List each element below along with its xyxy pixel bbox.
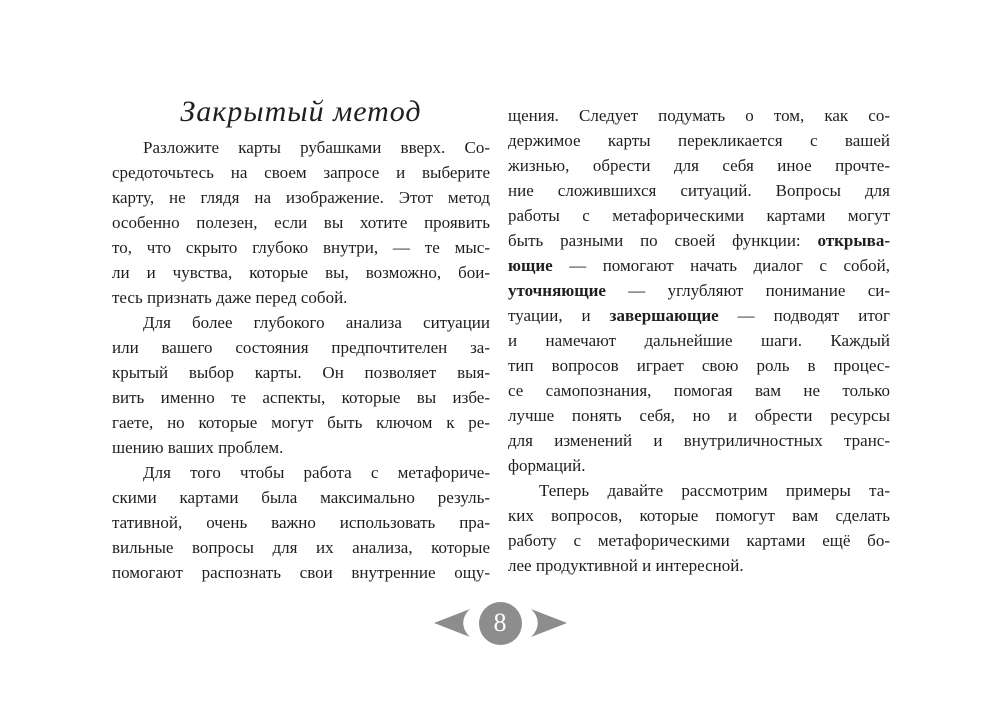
text-line: или вашего состояния предпочтителен за-: [112, 338, 490, 357]
text-line: се самопознания, помогая вам не только: [508, 381, 890, 400]
text-line: быть разными по своей функции: открыва-: [508, 231, 890, 250]
text-line: тативной, очень важно использовать пра-: [112, 513, 490, 532]
paragraph: [508, 478, 890, 578]
text-line: и намечают дальнейшие шаги. Каждый: [508, 331, 890, 350]
text-line: Для более глубокого анализа ситуации: [143, 313, 490, 332]
paragraph: [112, 135, 490, 310]
text-line: лучше понять себя, но и обрести ресурсы: [508, 406, 890, 425]
text-line: работу с метафорическими картами ещё бо-: [508, 531, 890, 550]
text-line: Теперь давайте рассмотрим примеры та-: [539, 481, 890, 500]
text-line: вильные вопросы для их анализа, которые: [112, 538, 490, 557]
text-line: Для того чтобы работа с метафориче-: [143, 463, 490, 482]
text-line: тип вопросов играет свою роль в процес-: [508, 356, 890, 375]
text-line: для изменений и внутриличностных транс-: [508, 431, 890, 450]
text-line: помогают распознать свои внутренние ощу-: [112, 563, 490, 582]
text-line: скими картами была максимально резуль-: [112, 488, 490, 507]
prev-page-button[interactable]: [434, 609, 470, 637]
page-number-badge: [479, 602, 522, 645]
left-column: [112, 92, 490, 585]
text-line: ких вопросов, которые помогут вам сделать: [508, 506, 890, 525]
text-line: ли и чувства, которые вы, возможно, бои-: [112, 263, 490, 282]
text-line: вить именно те аспекты, которые вы избе-: [112, 388, 490, 407]
text-line: гаете, но которые могут быть ключом к ре-: [112, 413, 490, 432]
text-line: держимое карты перекликается с вашей: [508, 131, 890, 150]
text-line: работы с метафорическими картами могут: [508, 206, 890, 225]
left-column-text: [112, 135, 490, 585]
text-line: карту, не глядя на изображение. Этот метод: [112, 188, 490, 207]
text-line: шению ваших проблем.: [112, 438, 284, 457]
left-arrow-icon: [434, 609, 470, 637]
page-navigation: [0, 601, 1000, 645]
text-line: формаций.: [508, 456, 586, 475]
paragraph: [112, 310, 490, 460]
right-arrow-icon: [531, 609, 567, 637]
paragraph: [112, 460, 490, 585]
text-line: ние сложившихся ситуаций. Вопросы для: [508, 181, 890, 200]
text-line: туации, и завершающие — подводят итог: [508, 306, 890, 325]
text-line: лее продуктивной и интересной.: [508, 556, 744, 575]
page-number: 8: [493, 608, 507, 637]
right-column-text: [508, 103, 890, 578]
text-line: уточняющие — углубляют понимание си-: [508, 281, 890, 300]
next-page-button[interactable]: [531, 609, 567, 637]
right-column: [508, 103, 890, 578]
text-line: то, что скрыто глубоко внутри, — те мыс-: [112, 238, 490, 257]
paragraph: [508, 103, 890, 478]
chapter-title: Закрытый метод: [180, 95, 422, 128]
text-line: Разложите карты рубашками вверх. Со-: [143, 138, 490, 157]
text-line: жизнью, обрести для себя иное прочте-: [508, 156, 890, 175]
text-line: щения. Следует подумать о том, как со-: [508, 106, 890, 125]
text-line: средоточьтесь на своем запросе и выберите: [112, 163, 490, 182]
text-line: тесь признать даже перед собой.: [112, 288, 348, 307]
text-line: крытый выбор карты. Он позволяет выя-: [112, 363, 490, 382]
text-line: особенно полезен, если вы хотите проявить: [112, 213, 490, 232]
text-line: ющие — помогают начать диалог с собой,: [508, 256, 890, 275]
